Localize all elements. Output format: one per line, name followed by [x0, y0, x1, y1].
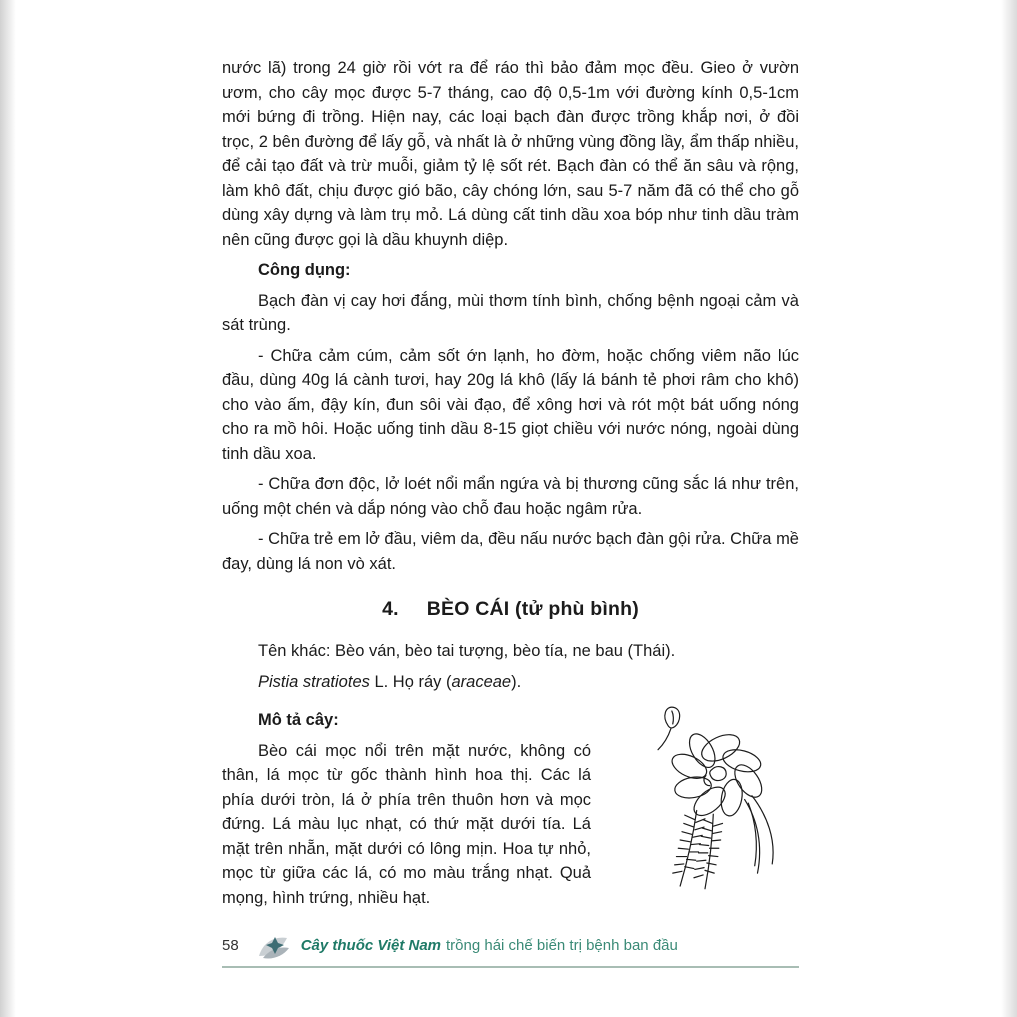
species-line-end: ). — [511, 672, 522, 691]
footer-divider — [222, 966, 799, 968]
body-paragraph: - Chữa cảm cúm, cảm sốt ớn lạnh, ho đờm, hoặc chống viêm não lúc đầu, dùng 40g lá cành tươi, hay 20g lá khô (lấy lá bánh tẻ phơi râm cho khô) cho vào ấm, đậy kín, đun sôi vài đạo, để xông hơi và rót một bát uống nóng cho ra mồ hôi. Hoặc uống tinh dầu 8-15 giọt chiều với nước nóng, ngoài dùng tinh dầu xoa. — [222, 346, 799, 463]
footer-book-title-brand: Cây thuốc Việt Nam — [300, 936, 441, 954]
species-latin-name: Pistia stratiotes — [258, 672, 370, 691]
body-paragraph-description: Bèo cái mọc nổi trên mặt nước, không có thân, lá mọc từ gốc thành hình hoa thị. Các lá phía dưới tròn, lá ở phía trên thuôn hơn và mọc đứng. Lá màu lục nhạt, có thứ mặt dưới tía. Lá mặt trên nhẵn, mặt dưới có lông mịn. Hoa tự nhỏ, mọc từ giữa các lá, có mo màu trắng nhạt. Quả mọng, hình trứng, nhiều hạt. — [222, 741, 591, 907]
footer-book-title-subtitle: trồng hái chế biến trị bệnh ban đầu — [446, 936, 678, 954]
footer-row — [222, 930, 799, 966]
chapter-title: BÈO CÁI (tử phù bình) — [426, 598, 639, 620]
page-edge-shadow-right — [1001, 0, 1017, 1017]
body-paragraph: Bạch đàn vị cay hơi đắng, mùi thơm tính bình, chống bệnh ngoại cảm và sát trùng. — [222, 291, 799, 334]
chapter-heading — [222, 598, 799, 621]
species-family-latin: araceae — [451, 672, 512, 691]
page-edge-shadow-left — [0, 0, 16, 1017]
body-paragraph-intro: nước lã) trong 24 giờ rồi vớt ra để ráo thì bảo đảm mọc đều. Gieo ở vườn ươm, cho cây mọc được 5-7 tháng, cao độ 0,5-1m với đường kính 0,5-1cm mới bứng đi trồng. Hiện nay, các loại bạch đàn được trồng khắp nơi, ở đồi trọc, 2 bên đường để lấy gỗ, và nhất là ở những vùng đồng lầy, ẩm thấp nhiều, để cải tạo đất và trừ muỗi, giảm tỷ lệ sốt rét. Bạch đàn có thể ăn sâu và rộng, làm khô đất, chịu được gió bão, cây chóng lớn, sau 5-7 năm đã có thể cho gỗ dùng xây dựng và làm trụ mỏ. Lá dùng cất tinh dầu xoa bóp như tinh dầu tràm nên cũng được gọi là dầu khuynh diệp. — [222, 59, 799, 249]
subheading-mo-ta-cay: Mô tả cây: — [258, 711, 339, 729]
body-paragraph: - Chữa trẻ em lở đầu, viêm da, đều nấu nước bạch đàn gội rửa. Chữa mề đay, dùng lá non vò xát. — [222, 530, 799, 573]
plant-illustration — [611, 700, 799, 898]
page-footer — [222, 930, 799, 968]
chapter-number: 4. — [382, 598, 399, 620]
species-line — [222, 670, 799, 695]
subheading-cong-dung: Công dụng: — [258, 261, 351, 279]
footer-book-title — [301, 937, 678, 954]
page-number: 58 — [222, 936, 239, 954]
leaf-logo-icon — [253, 930, 293, 960]
other-names-line: Tên khác: Bèo ván, bèo tai tượng, bèo tía, ne bau (Thái). — [258, 642, 676, 660]
book-page-content — [222, 56, 799, 916]
body-paragraph: - Chữa đơn độc, lở loét nổi mẩn ngứa và bị thương cũng sắc lá như trên, uống một chén và dắp nóng vào chỗ đau hoặc ngâm rửa. — [222, 475, 799, 518]
description-section — [222, 708, 799, 910]
species-author: L. Họ ráy ( — [369, 672, 452, 691]
